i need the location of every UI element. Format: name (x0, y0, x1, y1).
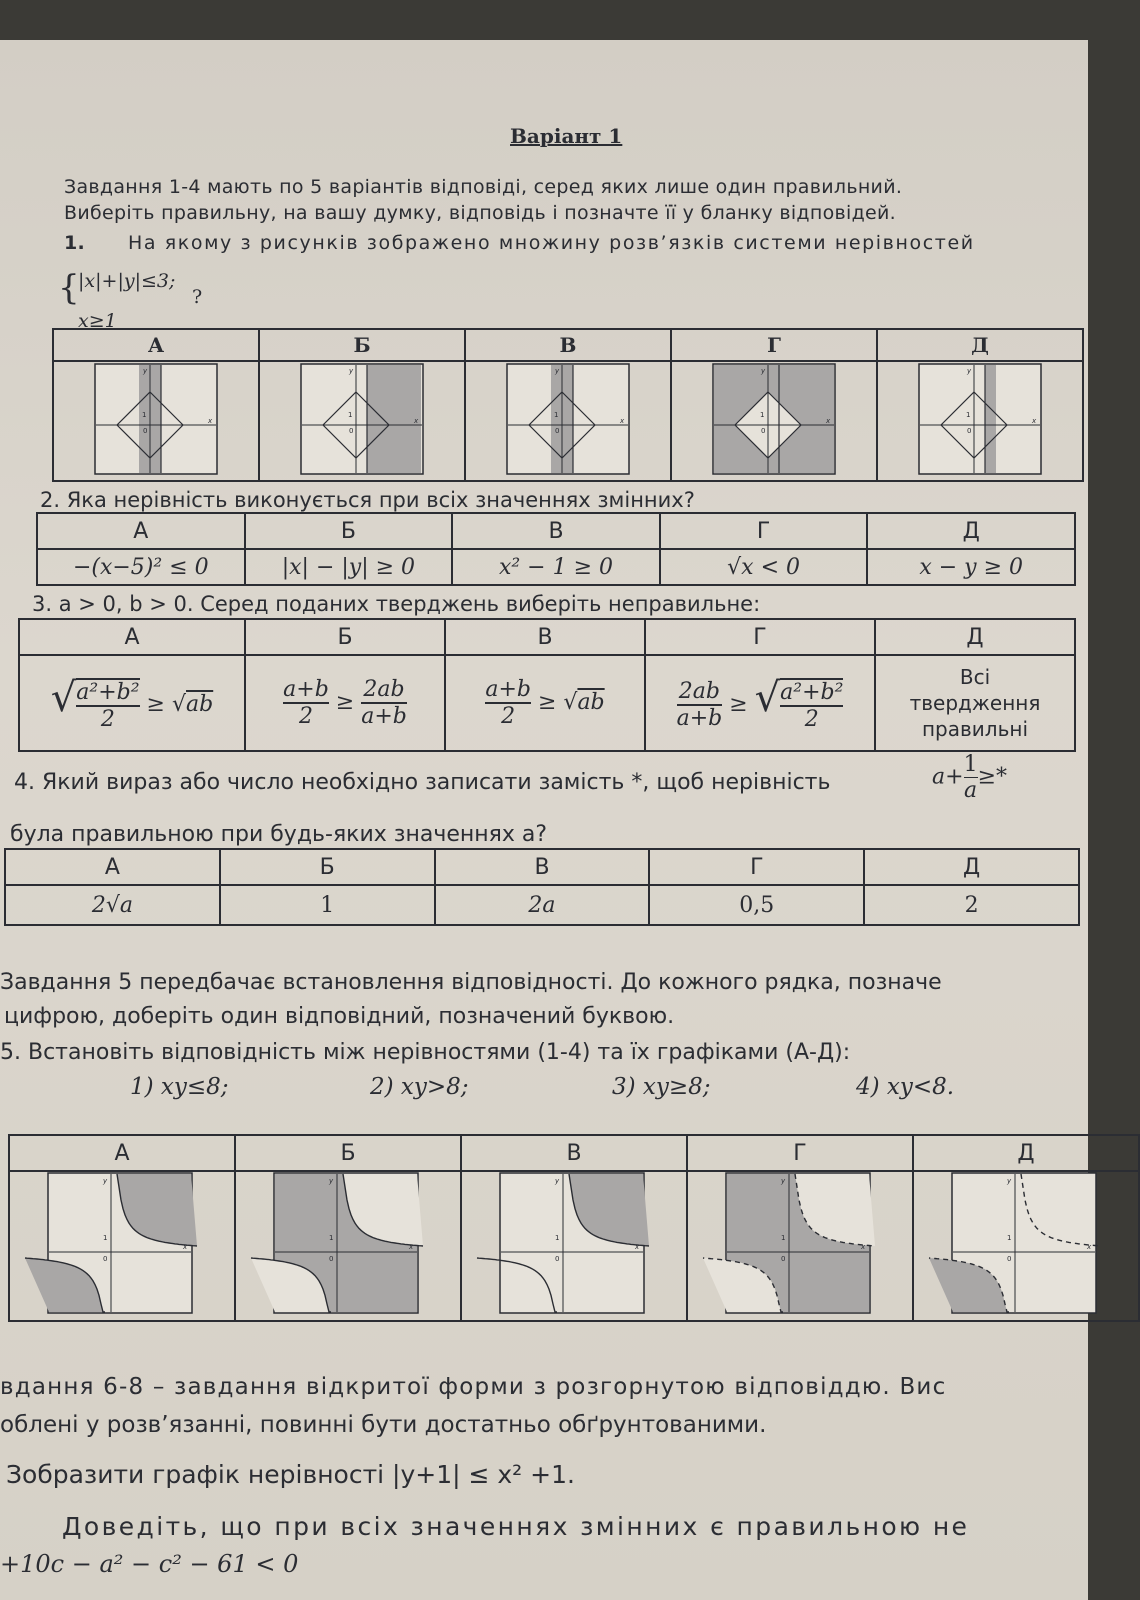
q5-cell-g (687, 1171, 913, 1321)
q2-header-d: Д (867, 513, 1075, 549)
q5-graphs-table (8, 1134, 1140, 1322)
axis-label-y: y (143, 367, 148, 375)
q4-answer-a: 2√a (5, 885, 220, 925)
q4-header-g: Г (649, 849, 864, 885)
tick-label-zero: 0 (103, 1255, 108, 1263)
axis-label-x: x (409, 1243, 414, 1251)
q5-cell-a (9, 1171, 235, 1321)
q3-header-a: А (19, 619, 245, 655)
q7-text-2: +10c − a² − c² − 61 < 0 (0, 1550, 299, 1578)
q1-header-g: Г (671, 329, 877, 361)
axis-label-y: y (555, 1177, 560, 1185)
tick-label-zero: 0 (349, 427, 354, 435)
q5-header-b: Б (235, 1135, 461, 1171)
q3-d-line-2: твердження (909, 691, 1041, 715)
q5-cell-v (461, 1171, 687, 1321)
q3-header-v: В (445, 619, 645, 655)
axis-label-x: x (1087, 1243, 1092, 1251)
q3-d-line-3: правильні (921, 717, 1028, 741)
q5-header-v: В (461, 1135, 687, 1171)
q1-cell-a (53, 361, 259, 481)
q5-text: 5. Встановіть відповідність між нерівностями (1-4) та їх графіками (А-Д): (0, 1040, 851, 1065)
tick-label-zero: 0 (555, 427, 560, 435)
q3-answer-a: √ $\frac{\text{a²+b²}}{2}$ ≥ √ab (19, 655, 245, 751)
q1-cell-g (671, 361, 877, 481)
axis-label-y: y (555, 367, 560, 375)
axis-label-y: y (329, 1177, 334, 1185)
task5-intro-line-1: Завдання 5 передбачає встановлення відповідності. До кожного рядка, позначе (0, 970, 942, 995)
axis-label-x: x (826, 417, 831, 425)
axis-label-x: x (183, 1243, 188, 1251)
q4-header-a: А (5, 849, 220, 885)
q3-header-d: Д (875, 619, 1075, 655)
q1-header-d: Д (877, 329, 1083, 361)
axis-label-y: y (761, 367, 766, 375)
tick-label-one: 1 (1007, 1234, 1012, 1242)
q3-options-table (18, 618, 1076, 752)
task5-intro-line-2: цифрою, доберіть один відповідний, позначений буквою. (4, 1004, 675, 1029)
q2-header-g: Г (660, 513, 868, 549)
tick-label-zero: 0 (555, 1255, 560, 1263)
q1-options-table (52, 328, 1084, 482)
axis-label-y: y (349, 367, 354, 375)
q3-text: 3. a > 0, b > 0. Серед поданих тверджень виберіть неправильне: (32, 592, 761, 616)
system-brace: { (58, 268, 80, 308)
q5-item-1: 1) xy≤8; (130, 1074, 229, 1100)
tick-label-one: 1 (142, 411, 147, 419)
q3-header-b: Б (245, 619, 445, 655)
q4-header-d: Д (864, 849, 1079, 885)
tick-label-one: 1 (781, 1234, 786, 1242)
q1-system-line-2: x≥1 (78, 310, 117, 332)
graph-frame (919, 364, 1041, 474)
q5-cell-d (913, 1171, 1139, 1321)
q1-text: На якому з рисунків зображено множину розв’язків системи нерівностей (128, 232, 975, 254)
q2-answer-g: √x < 0 (660, 549, 868, 585)
q4-header-v: В (435, 849, 650, 885)
axis-label-y: y (967, 367, 972, 375)
q4-answer-v: 2a (435, 885, 650, 925)
page-title: Варіант 1 (510, 124, 623, 148)
tick-label-one: 1 (966, 411, 971, 419)
q1-header-a: А (53, 329, 259, 361)
q3-answer-v: $\frac{a+b}{2}$ ≥ √ab (445, 655, 645, 751)
q2-header-b: Б (245, 513, 453, 549)
intro-line-2: Виберіть правильну, на вашу думку, відповідь і позначте її у бланку відповідей. (64, 202, 897, 224)
q4-text: 4. Який вираз або число необхідно записати замість *, щоб нерівність (14, 770, 831, 795)
tick-label-one: 1 (329, 1234, 334, 1242)
axis-label-x: x (208, 417, 213, 425)
axis-label-x: x (861, 1243, 866, 1251)
tick-label-zero: 0 (781, 1255, 786, 1263)
q7-text: Доведіть, що при всіх значеннях змінних є правильною не (62, 1512, 970, 1541)
q2-answer-d: x − y ≥ 0 (867, 549, 1075, 585)
q5-header-g: Г (687, 1135, 913, 1171)
task68-intro-line-2: облені у розв’язанні, повинні бути достатньо обґрунтованими. (0, 1412, 767, 1438)
q5-header-a: А (9, 1135, 235, 1171)
axis-label-x: x (414, 417, 419, 425)
axis-label-x: x (635, 1243, 640, 1251)
shaded-region (367, 365, 421, 473)
q1-cell-v (465, 361, 671, 481)
q1-cell-d (877, 361, 1083, 481)
q5-header-d: Д (913, 1135, 1139, 1171)
axis-label-y: y (103, 1177, 108, 1185)
shaded-region (985, 365, 996, 473)
tick-label-zero: 0 (1007, 1255, 1012, 1263)
q6-text: Зобразити графік нерівності |y+1| ≤ x² +1. (6, 1460, 575, 1489)
q3-header-g: Г (645, 619, 875, 655)
q1-cell-b (259, 361, 465, 481)
tick-label-zero: 0 (761, 427, 766, 435)
task68-intro-line-1: вдання 6-8 – завдання відкритої форми з розгорнутою відповіддю. Вис (0, 1374, 947, 1400)
q3-answer-g: $\frac{2ab}{a+b}$ ≥ √ $\frac{\text{a²+b²}}{2}$ (645, 655, 875, 751)
axis-label-y: y (781, 1177, 786, 1185)
q3-answer-d (875, 655, 1075, 751)
tick-label-zero: 0 (329, 1255, 334, 1263)
q4-header-b: Б (220, 849, 435, 885)
q1-question-mark: ? (192, 286, 203, 308)
q4-text-2: була правильною при будь-яких значеннях a? (10, 822, 548, 847)
q5-cell-b (235, 1171, 461, 1321)
axis-label-x: x (1032, 417, 1037, 425)
tick-label-one: 1 (760, 411, 765, 419)
tick-label-one: 1 (555, 1234, 560, 1242)
tick-label-zero: 0 (143, 427, 148, 435)
q3-d-line-1: Всі (959, 665, 991, 689)
q4-answer-g: 0,5 (649, 885, 864, 925)
tick-label-one: 1 (554, 411, 559, 419)
q3-answer-b: $\frac{a+b}{2}$ ≥ $\frac{2ab}{a+b}$ (245, 655, 445, 751)
q4-answer-d: 2 (864, 885, 1079, 925)
q1-header-v: В (465, 329, 671, 361)
tick-label-zero: 0 (967, 427, 972, 435)
q2-text: 2. Яка нерівність виконується при всіх значеннях змінних? (40, 488, 695, 512)
q2-answer-a: −(x−5)² ≤ 0 (37, 549, 245, 585)
q4-options-table (4, 848, 1080, 926)
q2-options-table (36, 512, 1076, 586)
tick-label-one: 1 (103, 1234, 108, 1242)
q1-number: 1. (64, 232, 86, 254)
q2-answer-b: |x| − |y| ≥ 0 (245, 549, 453, 585)
q2-answer-v: x² − 1 ≥ 0 (452, 549, 660, 585)
q5-item-3: 3) xy≥8; (612, 1074, 711, 1100)
intro-line-1: Завдання 1-4 мають по 5 варіантів відповіді, серед яких лише один правильний. (64, 176, 903, 198)
axis-label-y: y (1007, 1177, 1012, 1185)
q5-item-4: 4) xy<8. (856, 1074, 955, 1100)
q4-expression: a+ $\frac{1}{a}$ ≥* (932, 752, 1007, 803)
axis-label-x: x (620, 417, 625, 425)
q1-header-b: Б (259, 329, 465, 361)
q4-answer-b: 1 (220, 885, 435, 925)
q5-item-2: 2) xy>8; (370, 1074, 469, 1100)
q1-system-line-1: |x|+|y|≤3; (78, 270, 176, 292)
q2-header-v: В (452, 513, 660, 549)
tick-label-one: 1 (348, 411, 353, 419)
q2-header-a: А (37, 513, 245, 549)
